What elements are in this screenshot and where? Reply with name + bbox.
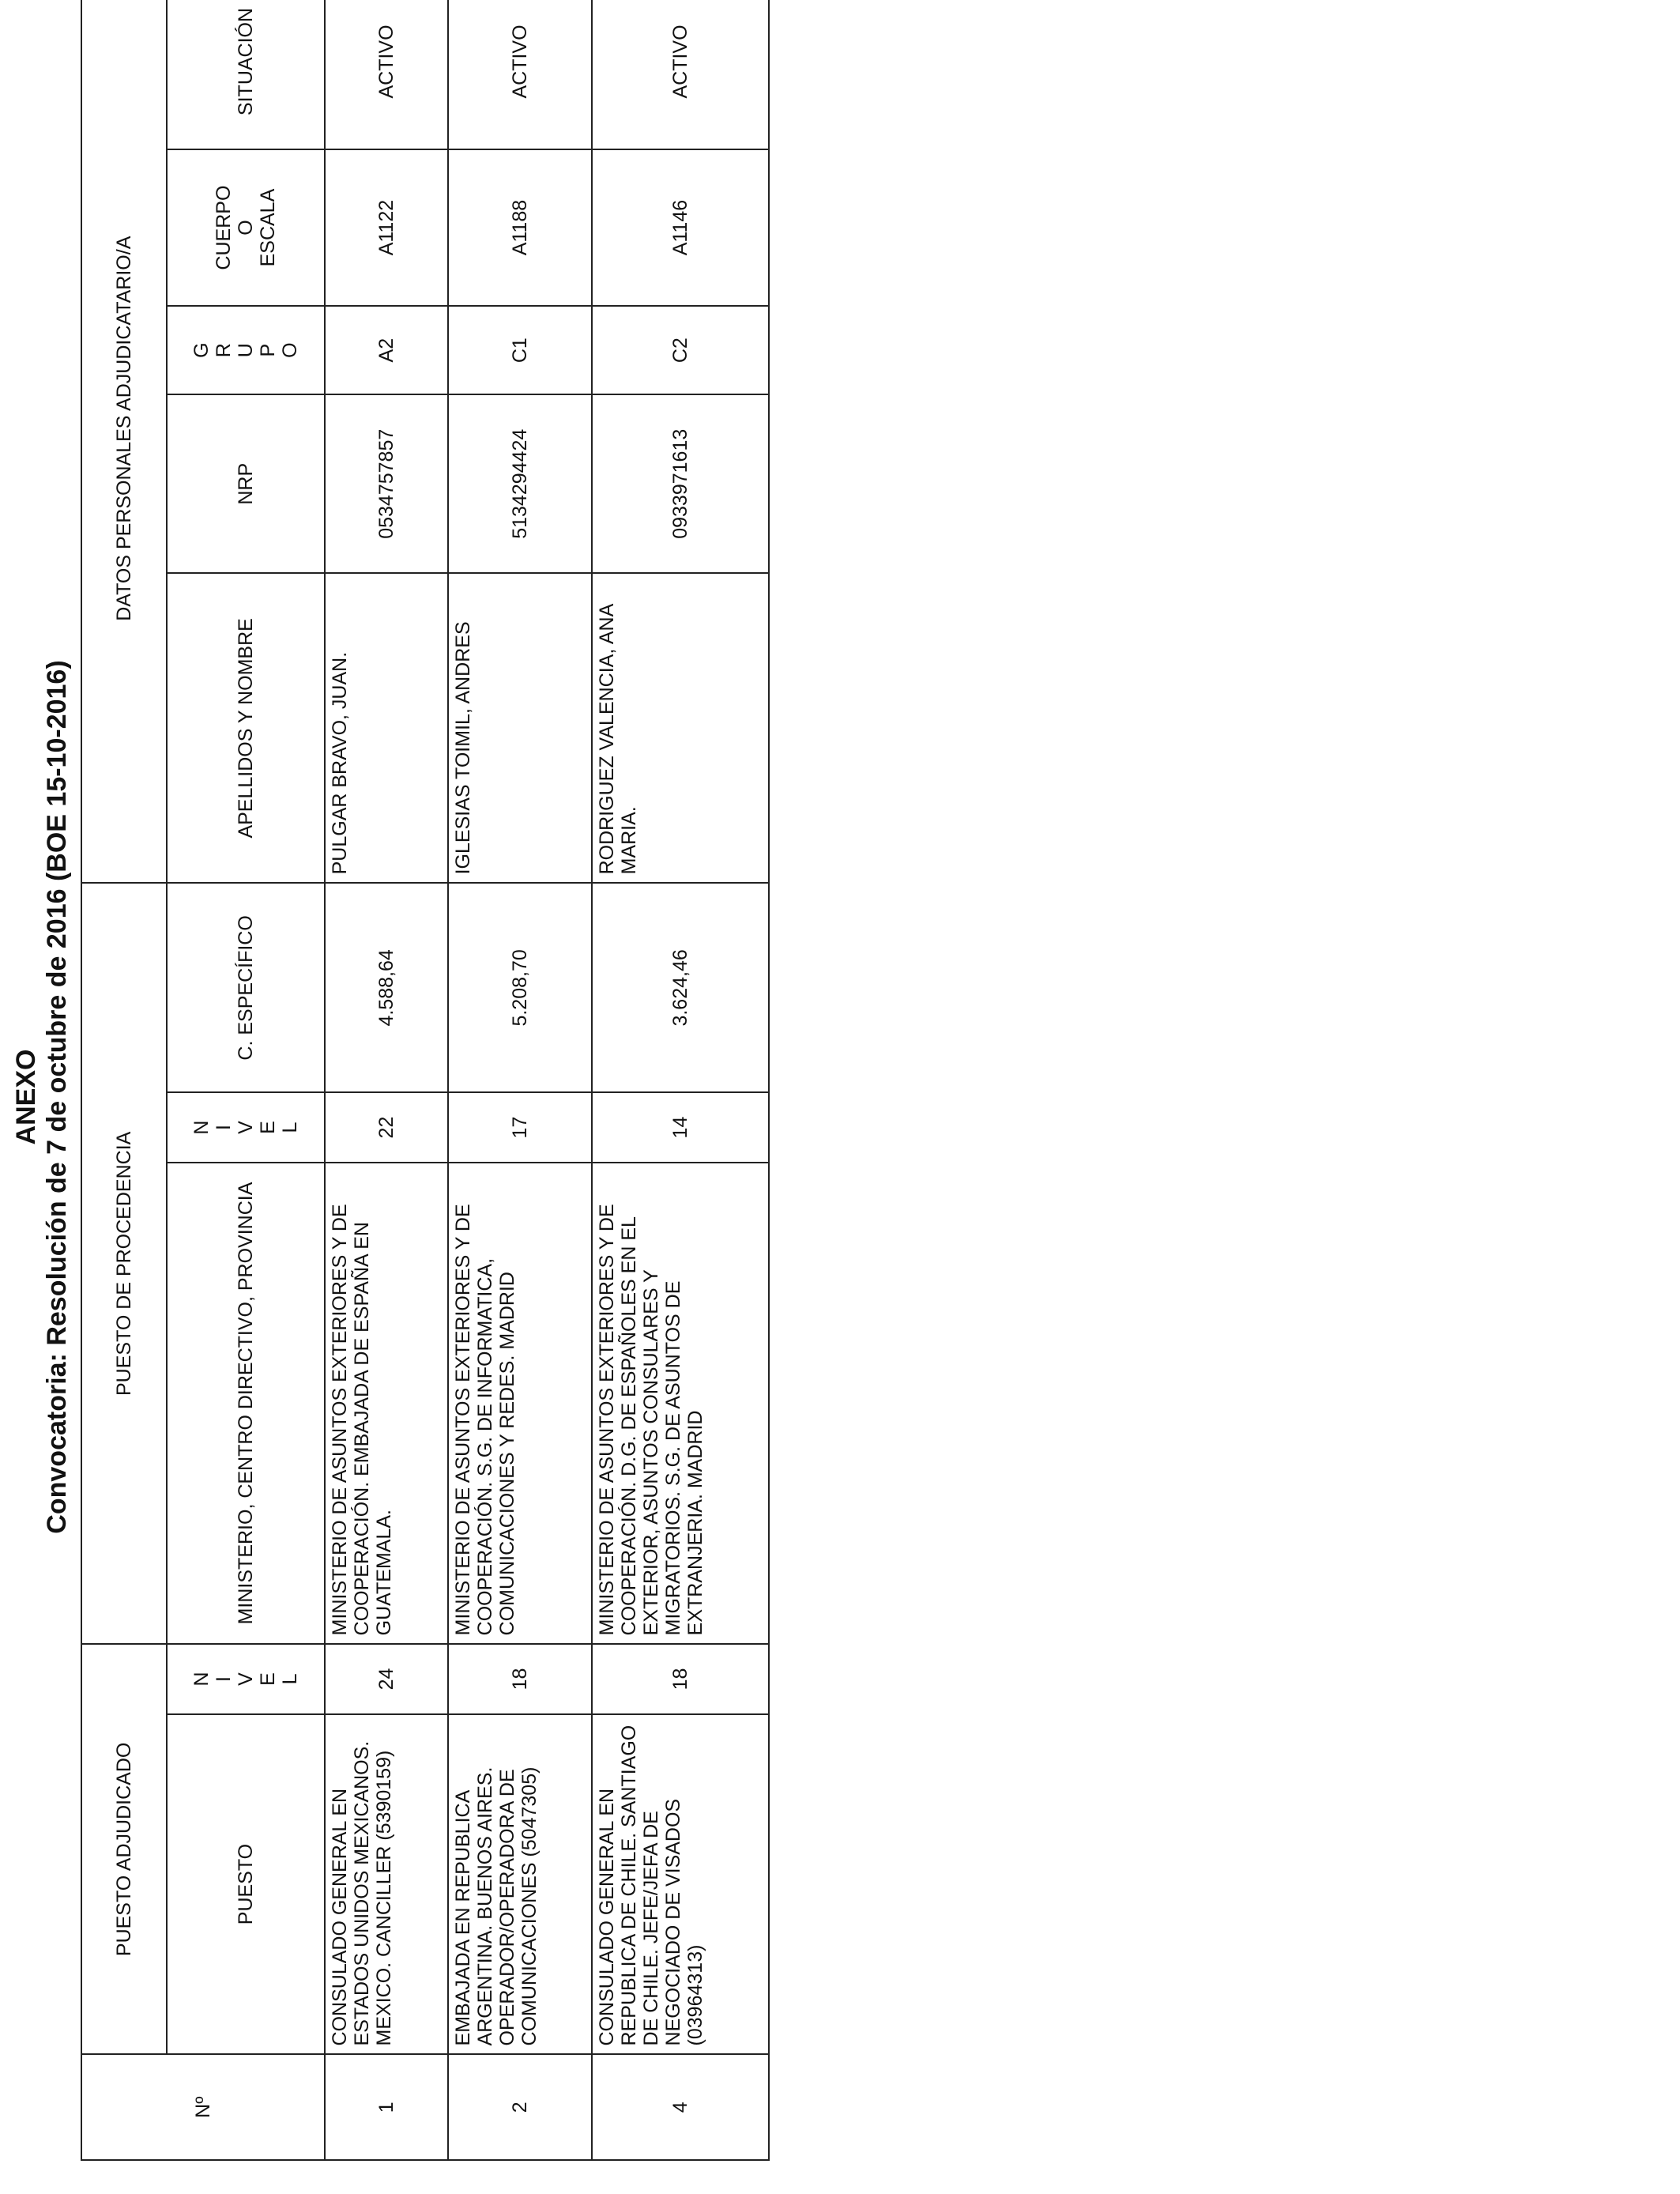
header-puesto-procedencia: PUESTO DE PROCEDENCIA (81, 883, 167, 1644)
header-grupo-letter: U (235, 343, 257, 358)
header-datos-personales: DATOS PERSONALES ADJUDICATARIO/A (81, 0, 167, 883)
cell-apellidos: IGLESIAS TOIMIL, ANDRES (448, 573, 592, 883)
header-nivel-letter: N (190, 1672, 213, 1687)
header-grupo (167, 306, 325, 394)
header-grupo-letter: R (213, 343, 235, 358)
table-row (325, 0, 448, 2160)
cell-puesto: CONSULADO GENERAL EN ESTADOS UNIDOS MEXICANOS. MEXICO. CANCILLER (5390159) (325, 1714, 448, 2055)
cell-nivel-procedencia: 17 (448, 1092, 592, 1162)
page-subtitle: Convocatoria: Resolución de 7 de octubre de 2016 (BOE 15-10-2016) (42, 660, 72, 1534)
header-nivel-letter: E (257, 1121, 279, 1134)
header-situacion: SITUACIÓN (167, 0, 325, 149)
cell-nivel-procedencia: 14 (592, 1092, 769, 1162)
header-c-especifico: C. ESPECÍFICO (167, 883, 325, 1092)
cell-c-especifico: 4.588,64 (325, 883, 448, 1092)
header-nivel-procedencia (167, 1092, 325, 1162)
header-nrp: NRP (167, 394, 325, 573)
header-nivel-letter: L (279, 1122, 301, 1133)
cell-cuerpo: A1188 (448, 149, 592, 306)
header-nivel-letter: I (213, 1125, 235, 1131)
header-nivel-letter: L (279, 1673, 301, 1685)
header-cuerpo-line: O (235, 220, 257, 236)
header-grupo-letter: G (190, 342, 213, 358)
table-row (592, 0, 769, 2160)
header-grupo-letter: P (257, 343, 279, 357)
header-nivel-letter: N (190, 1120, 213, 1135)
header-row-2 (167, 0, 325, 2160)
header-nivel-letter: I (213, 1676, 235, 1682)
cell-no: 1 (325, 2054, 448, 2160)
cell-situacion: ACTIVO (592, 0, 769, 149)
cell-cuerpo: A1122 (325, 149, 448, 306)
cell-nrp: 0933971613 (592, 394, 769, 573)
header-nivel-letter: V (235, 1672, 257, 1686)
cell-ministerio: MINISTERIO DE ASUNTOS EXTERIORES Y DE COOPERACIÓN. D.G. DE ESPAÑOLES EN EL EXTERIOR, ASUNTOS CONSULARES Y MIGRATORIOS. S.G. DE ASUNTOS DE EXTRANJERIA. MADRID (592, 1163, 769, 1645)
cell-puesto: EMBAJADA EN REPUBLICA ARGENTINA. BUENOS AIRES. OPERADOR/OPERADORA DE COMUNICACIONES (5047305) (448, 1714, 592, 2055)
header-apellidos: APELLIDOS Y NOMBRE (167, 573, 325, 883)
cell-situacion: ACTIVO (448, 0, 592, 149)
cell-nivel-procedencia: 22 (325, 1092, 448, 1162)
header-cuerpo (167, 149, 325, 306)
header-nivel (167, 1644, 325, 1713)
cell-grupo: A2 (325, 306, 448, 394)
cell-puesto: CONSULADO GENERAL EN REPUBLICA DE CHILE. SANTIAGO DE CHILE. JEFE/JEFA DE NEGOCIADO DE VISADOS (03964313) (592, 1714, 769, 2055)
table-row (448, 0, 592, 2160)
cell-no: 2 (448, 2054, 592, 2160)
cell-nrp: 5134294424 (448, 394, 592, 573)
cell-c-especifico: 3.624,46 (592, 883, 769, 1092)
header-cuerpo-line: CUERPO (213, 185, 235, 270)
cell-ministerio: MINISTERIO DE ASUNTOS EXTERIORES Y DE COOPERACIÓN. S.G. DE INFORMATICA, COMUNICACIONES Y REDES. MADRID (448, 1163, 592, 1645)
cell-nivel: 24 (325, 1644, 448, 1713)
cell-c-especifico: 5.208,70 (448, 883, 592, 1092)
header-cuerpo-line: ESCALA (257, 188, 279, 267)
cell-cuerpo: A1146 (592, 149, 769, 306)
cell-nivel: 18 (592, 1644, 769, 1713)
page-title: ANEXO (11, 1049, 41, 1145)
cell-situacion: ACTIVO (325, 0, 448, 149)
cell-grupo: C2 (592, 306, 769, 394)
cell-no: 4 (592, 2054, 769, 2160)
cell-grupo: C1 (448, 306, 592, 394)
header-nivel-letter: V (235, 1121, 257, 1134)
anexo-table (81, 0, 770, 2161)
cell-nrp: 0534757857 (325, 394, 448, 573)
header-puesto: PUESTO (167, 1714, 325, 2055)
header-no: Nº (81, 2054, 325, 2160)
header-row-1 (81, 0, 167, 2160)
cell-apellidos: RODRIGUEZ VALENCIA, ANA MARIA. (592, 573, 769, 883)
cell-ministerio: MINISTERIO DE ASUNTOS EXTERIORES Y DE COOPERACIÓN. EMBAJADA DE ESPAÑA EN GUATEMALA. (325, 1163, 448, 1645)
cell-nivel: 18 (448, 1644, 592, 1713)
header-grupo-letter: O (279, 342, 301, 358)
title-block (11, 0, 73, 2194)
header-nivel-letter: E (257, 1672, 279, 1686)
header-ministerio: MINISTERIO, CENTRO DIRECTIVO, PROVINCIA (167, 1163, 325, 1645)
cell-apellidos: PULGAR BRAVO, JUAN. (325, 573, 448, 883)
header-puesto-adjudicado: PUESTO ADJUDICADO (81, 1644, 167, 2054)
